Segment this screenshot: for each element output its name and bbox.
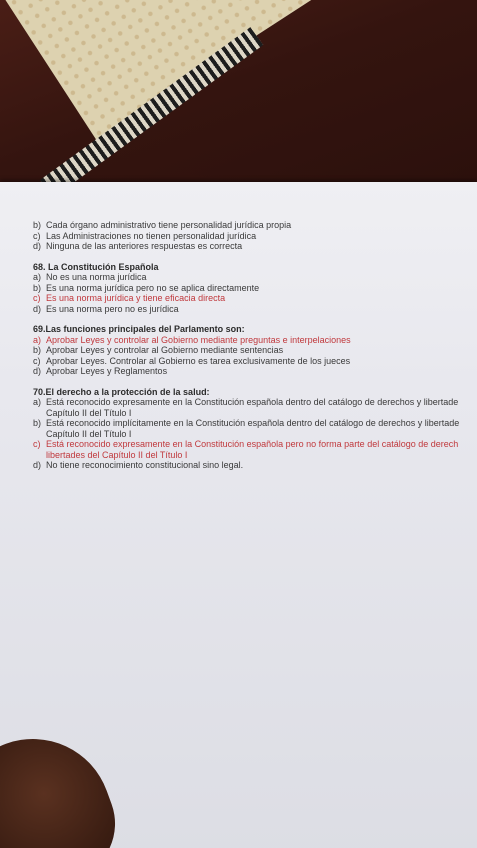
question-block — [33, 387, 477, 471]
answer-option — [33, 304, 477, 315]
answer-option — [33, 345, 477, 356]
option-text: Ninguna de las anteriores respuestas es correcta — [46, 241, 243, 251]
question-title: 70.El derecho a la protección de la salud: — [33, 386, 210, 397]
option-text: No tiene reconocimiento constitucional sino legal. — [46, 460, 244, 470]
option-letter: d) — [33, 366, 42, 376]
option-text: Es una norma jurídica pero no se aplica directamente — [46, 282, 260, 293]
question-block — [33, 324, 477, 377]
option-text: Aprobar Leyes y Reglamentos — [46, 366, 168, 376]
option-letter: c) — [33, 355, 41, 366]
option-letter: d) — [33, 460, 42, 470]
option-letter: b) — [33, 418, 42, 428]
option-letter: d) — [33, 241, 42, 251]
option-text: Cada órgano administrativo tiene personalidad jurídica propia — [46, 220, 292, 230]
option-letter: c) — [33, 293, 41, 303]
option-text: Es una norma jurídica y tiene eficacia directa — [46, 293, 226, 303]
answer-option — [33, 335, 477, 346]
answer-option — [33, 397, 477, 408]
option-letter: a) — [33, 397, 42, 407]
option-text: Aprobar Leyes y controlar al Gobierno mediante preguntas e interpelaciones — [46, 334, 351, 345]
option-letter: b) — [33, 220, 42, 230]
question-title: 68. La Constitución Española — [33, 261, 159, 272]
option-text: Aprobar Leyes y controlar al Gobierno mediante sentencias — [46, 345, 284, 355]
answer-option — [33, 356, 477, 367]
option-letter: c) — [33, 439, 41, 449]
option-text: Está reconocido expresamente en la Constitución española pero no forma parte del catálogo de derech — [46, 439, 459, 449]
option-text-continued: Capítulo II del Título I — [46, 407, 132, 418]
option-text: Está reconocido expresamente en la Constitución española dentro del catálogo de derechos y libertade — [46, 397, 459, 407]
answer-option — [33, 272, 477, 283]
question-block — [33, 220, 477, 252]
option-text: No es una norma jurídica — [46, 272, 147, 282]
option-text: Aprobar Leyes. Controlar al Gobierno es tarea exclusivamente de los jueces — [46, 355, 351, 366]
option-text: Está reconocido implícitamente en la Constitución española dentro del catálogo de derechos y libertade — [46, 418, 460, 428]
answer-option — [33, 241, 477, 252]
answer-option — [33, 418, 477, 429]
answer-option — [33, 439, 477, 450]
option-text: Es una norma pero no es jurídica — [46, 303, 179, 314]
option-letter: c) — [33, 230, 41, 241]
option-text: Las Administraciones no tienen personalidad jurídica — [46, 230, 257, 241]
answer-option — [33, 283, 477, 294]
answer-option — [33, 293, 477, 304]
answer-option — [33, 231, 477, 242]
answer-option — [33, 460, 477, 471]
option-letter: a) — [33, 272, 42, 282]
question-block — [33, 262, 477, 315]
question-title: 69.Las funciones principales del Parlamento son: — [33, 324, 245, 334]
answer-option — [33, 220, 477, 231]
option-letter: a) — [33, 334, 42, 345]
option-text-continued: libertades del Capítulo II del Título I — [46, 449, 188, 460]
option-letter: d) — [33, 303, 42, 314]
option-letter: b) — [33, 282, 42, 293]
option-text-continued: Capítulo II del Título I — [46, 428, 132, 439]
answer-option — [33, 366, 477, 377]
exam-questions — [33, 220, 477, 471]
option-letter: b) — [33, 345, 42, 355]
